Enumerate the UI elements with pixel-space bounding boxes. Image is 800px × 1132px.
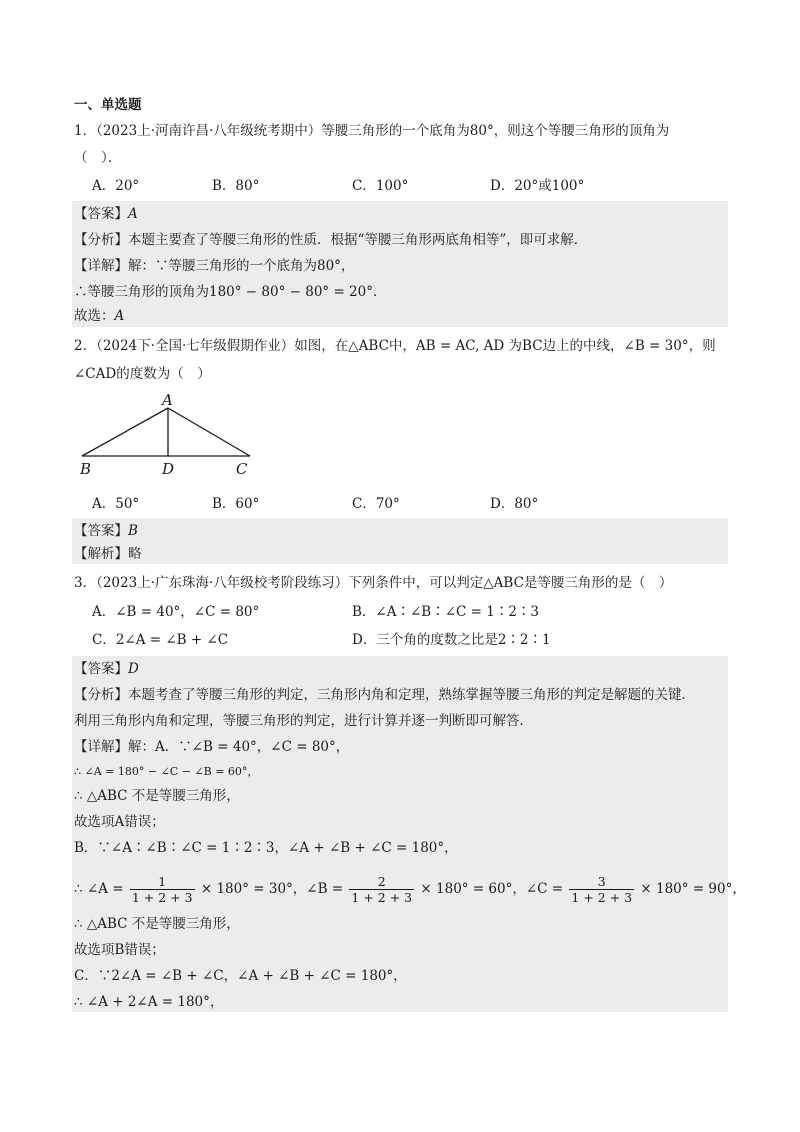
answer-tag: 【答案】 <box>74 661 128 677</box>
q1-answer <box>74 204 138 224</box>
analysis-text: 本题主要查了等腰三角形的性质．根据“等腰三角形两底角相等”，即可求解． <box>128 232 588 248</box>
q3-detail-line5: B．∵∠A∶∠B∶∠C = 1∶2∶3，∠A + ∠B + ∠C = 180°， <box>74 840 458 856</box>
q3-option-a: A．∠B = 40°，∠C = 80° <box>92 604 260 620</box>
fraction-2 <box>349 874 414 905</box>
q2-answer <box>74 521 138 541</box>
angle-a-label: ∴ ∠A = <box>74 881 124 897</box>
q1-option-b: B．80° <box>212 178 260 194</box>
conclusion-value: A <box>114 308 125 324</box>
q2-stem-line2: ∠CAD的度数为（ ） <box>74 366 211 382</box>
fraction-1 <box>130 874 195 905</box>
q2-option-d: D．80° <box>490 496 539 512</box>
q1-option-d: D．20°或100° <box>490 178 585 194</box>
q1-analysis <box>74 230 587 250</box>
answer-value: B <box>128 523 138 539</box>
q3-detail-line9: C．∵2∠A = ∠B + ∠C，∠A + ∠B + ∠C = 180°， <box>74 968 407 984</box>
q3-detail-line3: ∴ △ABC 不是等腰三角形， <box>74 788 240 804</box>
q3-option-b: B．∠A∶∠B∶∠C = 1∶2∶3 <box>352 604 540 620</box>
analysis-tag: 【分析】 <box>74 687 128 703</box>
q3-analysis-line1 <box>74 685 695 705</box>
q1-detail-line1 <box>74 256 354 276</box>
triangle-figure <box>78 392 278 482</box>
analysis-tag: 【解析】 <box>74 546 128 562</box>
fraction-1-denominator: 1 + 2 + 3 <box>131 890 193 905</box>
fraction-2-denominator: 1 + 2 + 3 <box>351 890 413 905</box>
q3-option-c: C．2∠A = ∠B + ∠C <box>92 632 229 648</box>
answer-tag: 【答案】 <box>74 206 128 222</box>
fraction-3-denominator: 1 + 2 + 3 <box>571 890 633 905</box>
label-c: C <box>236 460 248 478</box>
label-a: A <box>162 392 173 409</box>
section-title: 一、单选题 <box>74 97 142 113</box>
q3-detail-fraction-line <box>74 872 746 906</box>
analysis-text: 本题考查了等腰三角形的判定，三角形内角和定理，熟练掌握等腰三角形的判定是解题的关键． <box>128 687 695 703</box>
q3-option-d: D．三个角的度数之比是2∶2∶1 <box>352 632 551 648</box>
q2-analysis <box>74 544 142 564</box>
q3-detail-line2: ∴ ∠A = 180° − ∠C − ∠B = 60°， <box>74 765 259 778</box>
answer-value: A <box>128 206 138 222</box>
label-d: D <box>162 460 175 478</box>
q2-option-b: B．60° <box>212 496 260 512</box>
q1-detail-line2: ∴等腰三角形的顶角为180° − 80° − 80° = 20°． <box>74 284 387 300</box>
fraction-3 <box>569 874 634 905</box>
answer-tag: 【答案】 <box>74 523 128 539</box>
side-ac <box>168 408 250 456</box>
q3-answer <box>74 659 139 679</box>
angle-c-result: × 180° = 90°， <box>640 881 746 897</box>
side-ab <box>82 408 168 456</box>
q2-option-a: A．50° <box>92 496 140 512</box>
angle-a-result: × 180° = 30°，∠B = <box>200 881 344 897</box>
detail-tag: 【详解】 <box>74 258 128 274</box>
q3-detail-line10: ∴ ∠A + 2∠A = 180°， <box>74 994 224 1010</box>
fraction-1-numerator: 1 <box>130 874 195 890</box>
detail-text: 解：∵等腰三角形的一个底角为80°， <box>128 258 355 274</box>
conclusion-prefix: 故选： <box>74 308 115 324</box>
q1-stem-line1: 1．（2023上·河南许昌·八年级统考期中）等腰三角形的一个底角为80°，则这个等腰三角形的顶角为 <box>74 123 670 139</box>
q2-answer-block <box>72 518 728 564</box>
fraction-2-numerator: 2 <box>349 874 414 890</box>
fraction-3-numerator: 3 <box>569 874 634 890</box>
analysis-tag: 【分析】 <box>74 232 128 248</box>
q3-analysis-line2: 利用三角形内角和定理，等腰三角形的判定，进行计算并逐一判断即可解答． <box>74 713 533 729</box>
q2-option-c: C．70° <box>352 496 400 512</box>
q1-option-c: C．100° <box>352 178 409 194</box>
q3-stem: 3．（2023上·广东珠海·八年级校考阶段练习）下列条件中，可以判定△ABC是等腰三角形的是（ ） <box>74 575 673 591</box>
detail-tag: 【详解】 <box>74 739 128 755</box>
label-b: B <box>80 460 92 478</box>
q3-detail-line1 <box>74 737 349 757</box>
q1-option-a: A．20° <box>92 178 140 194</box>
detail-text: 解：A．∵∠B = 40°，∠C = 80°， <box>128 739 350 755</box>
q1-stem-line2: （ ）． <box>74 150 122 166</box>
angle-b-result: × 180° = 60°，∠C = <box>420 881 564 897</box>
analysis-text: 略 <box>128 546 142 562</box>
answer-value: D <box>128 661 139 677</box>
q3-detail-line7: ∴ △ABC 不是等腰三角形， <box>74 916 240 932</box>
q2-stem-line1: 2．（2024下·全国·七年级假期作业）如图，在△ABC中，AB = AC, AD 为BC边上的中线，∠B = 30°，则 <box>74 338 716 354</box>
q3-answer-block <box>72 656 728 1012</box>
q1-detail-line3 <box>74 306 124 326</box>
q3-detail-line8: 故选项B错误； <box>74 942 165 958</box>
q3-detail-line4: 故选项A错误； <box>74 814 165 830</box>
